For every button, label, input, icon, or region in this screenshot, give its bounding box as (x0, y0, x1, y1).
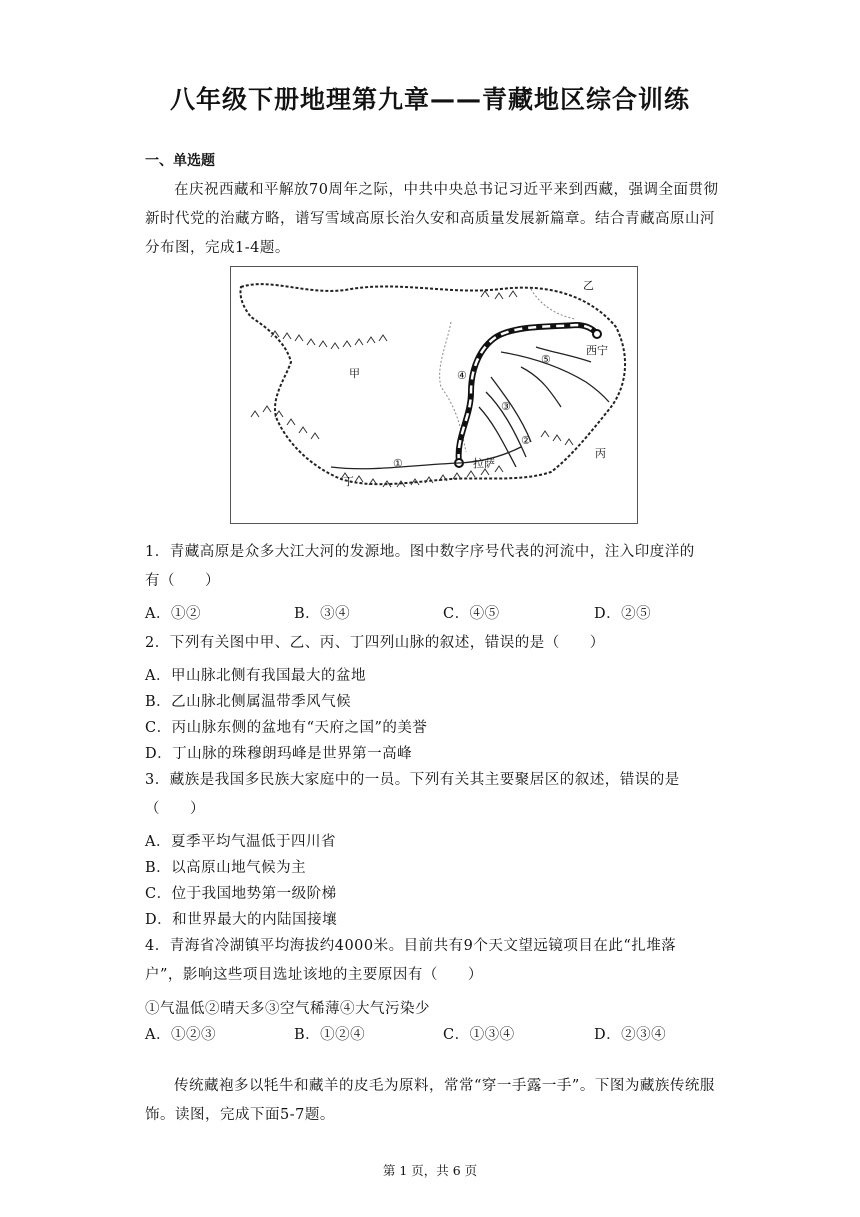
q3-option-d: D．和世界最大的内陆国接壤 (145, 912, 338, 928)
q4-option-d: D．②③④ (594, 1027, 667, 1043)
page-title: 八年级下册地理第九章——青藏地区综合训练 (169, 85, 690, 114)
q2-option-a: A．甲山脉北侧有我国最大的盆地 (145, 668, 366, 684)
label-bing: 丙 (595, 447, 606, 460)
q2-option-d: D．丁山脉的珠穆朗玛峰是世界第一高峰 (145, 746, 413, 762)
q3-option-a: A．夏季平均气温低于四川省 (145, 834, 336, 850)
label-ding: 丁 (343, 475, 354, 488)
q2-option-c: C．丙山脉东侧的盆地有“天府之国”的美誉 (145, 720, 428, 736)
q4-option-b: B．①②④ (294, 1027, 366, 1043)
q4-option-a: A．①②③ (145, 1027, 216, 1043)
river-number-5: ⑤ (541, 353, 551, 366)
q4-stem-line2: 户”，影响这些项目选址该地的主要原因有（ ） (145, 967, 483, 983)
q1-option-d: D．②⑤ (594, 606, 652, 622)
q2-option-b: B．乙山脉北侧属温带季风气候 (145, 694, 352, 710)
q2-stem: 2．下列有关图中甲、乙、丙、丁四列山脉的叙述，错误的是（ ） (145, 635, 605, 651)
section-heading: 一、单选题 (145, 153, 215, 169)
river-number-1: ① (393, 457, 403, 470)
label-yi: 乙 (583, 279, 594, 292)
q1-option-a: A．①② (145, 606, 201, 622)
river-number-2: ② (521, 434, 531, 447)
q3-stem-line1: 3．藏族是我国多民族大家庭中的一员。下列有关其主要聚居区的叙述，错误的是 (145, 772, 680, 788)
q4-stem-line1: 4．青海省冷湖镇平均海拔约4000米。目前共有9个天文望远镜项目在此“扎堆落 (145, 938, 677, 954)
q3-option-b: B．以高原山地气候为主 (145, 860, 307, 876)
page-footer: 第 1 页，共 6 页 (382, 1163, 478, 1178)
qinghai-tibet-map (230, 266, 638, 524)
river-number-4: ④ (457, 369, 467, 382)
q3-stem-line2: （ ） (145, 801, 205, 817)
q1-stem-line1: 1．青藏高原是众多大江大河的发源地。图中数字序号代表的河流中，注入印度洋的 (145, 544, 695, 560)
q1-option-b: B．③④ (294, 606, 351, 622)
intro-paragraph: 在庆祝西藏和平解放70周年之际，中共中央总书记习近平来到西藏，强调全面贯彻新时代党的治藏方略，谱写雪域高原长治久安和高质量发展新篇章。结合青藏高原山河分布图，完成1-4题。 (145, 182, 719, 256)
q1-stem-line2: 有（ ） (145, 573, 220, 589)
label-lhasa: 拉萨 (473, 457, 495, 470)
q4-items: ①气温低②晴天多③空气稀薄④大气污染少 (145, 1001, 430, 1017)
q1-option-c: C．④⑤ (443, 606, 500, 622)
q4-option-c: C．①③④ (443, 1027, 515, 1043)
river-number-3: ③ (501, 400, 511, 413)
q3-option-c: C．位于我国地势第一级阶梯 (145, 886, 337, 902)
label-jia: 甲 (349, 367, 360, 380)
label-xining: 西宁 (586, 344, 608, 357)
intro-paragraph-2: 传统藏袍多以牦牛和藏羊的皮毛为原料，常常“穿一手露一手”。下图为藏族传统服饰。读图，完成下面5-7题。 (145, 1078, 715, 1123)
